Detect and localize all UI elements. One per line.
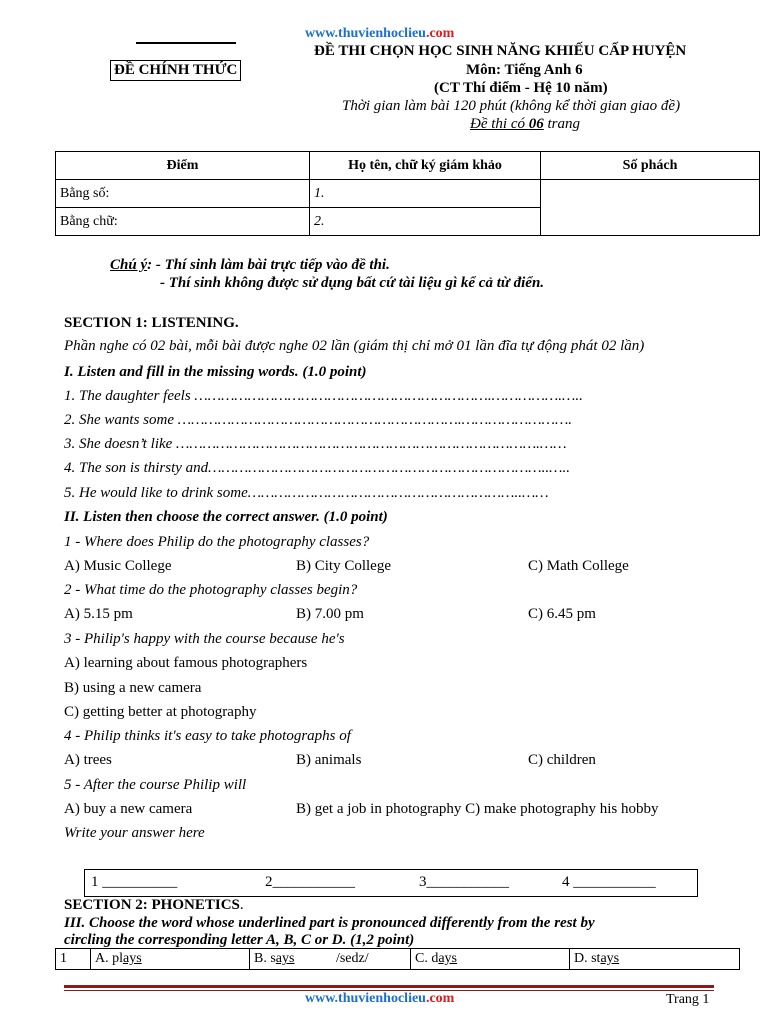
q3-option-a[interactable]: A) learning about famous photographers [64, 655, 308, 671]
exam-pages-prefix: Đề thi có [470, 116, 529, 132]
exam-subject: Môn: Tiếng Anh 6 [466, 62, 583, 78]
fill-line-4: 4. The son is thirsty and…………………………………………………………………..….. [64, 460, 570, 476]
q2-text: 2 - What time do the photography classes begin? [64, 582, 358, 598]
note-text1: : - Thí sinh làm bài trực tiếp vào đề thi. [147, 257, 390, 273]
note-label: Chú ý [110, 257, 148, 273]
q4-option-b[interactable]: B) animals [296, 752, 362, 768]
q5-option-a[interactable]: A) buy a new camera [64, 801, 193, 817]
part2-title: II. Listen then choose the correct answer. (1.0 point) [64, 509, 388, 525]
part3-title-line2: circling the corresponding letter A, B, C or D. (1,2 point) [64, 932, 415, 948]
footer-website-suffix: .com [425, 991, 455, 1006]
write-answer-label: Write your answer here [64, 825, 205, 841]
q2-option-c[interactable]: C) 6.45 pm [528, 606, 596, 622]
exam-pages-count: 06 [528, 116, 544, 132]
score-row-number-value: 1. [310, 180, 541, 208]
phonetics-option-a[interactable] [91, 949, 250, 970]
section2-title-dot: . [239, 897, 244, 913]
header-website-prefix: www.thuvienhoclieu [305, 26, 426, 41]
q1-text: 1 - Where does Philip do the photography classes? [64, 534, 370, 550]
answer-1[interactable]: 1 __________ [91, 874, 178, 890]
exam-title: ĐỀ THI CHỌN HỌC SINH NĂNG KHIẾU CẤP HUYỆN [314, 43, 687, 59]
section2-title [64, 897, 244, 914]
phonetics-table [55, 948, 740, 970]
option-c-underlined: ays [438, 951, 458, 966]
fill-line-1: 1. The daughter feels ………………………………………………………….…………….….. [64, 388, 583, 404]
score-col-examiner: Họ tên, chữ ký giám khảo [310, 152, 541, 180]
answer-3[interactable]: 3___________ [419, 874, 509, 890]
exam-pages-suffix: trang [543, 116, 580, 132]
answer-2[interactable]: 2___________ [265, 874, 355, 890]
header-website[interactable] [305, 26, 454, 42]
q4-option-a[interactable]: A) trees [64, 752, 112, 768]
option-c-prefix: C. d [415, 951, 439, 966]
q5-option-bc[interactable]: B) get a job in photography C) make photography his hobby [296, 801, 659, 817]
section1-intro: Phần nghe có 02 bài, mỗi bài được nghe 02 lần (giám thị chỉ mở 01 lần đĩa tự động phát 02 lần) [64, 338, 645, 354]
q1-option-c[interactable]: C) Math College [528, 558, 629, 574]
section2-title-text: SECTION 2: PHONETICS [64, 897, 240, 913]
exam-pages [470, 116, 580, 133]
table-row [56, 949, 740, 970]
q3-option-c[interactable]: C) getting better at photography [64, 704, 257, 720]
footer-website[interactable] [305, 991, 454, 1007]
official-label: ĐỀ CHÍNH THỨC [110, 60, 241, 81]
q4-text: 4 - Philip thinks it's easy to take photographs of [64, 728, 351, 744]
q3-text: 3 - Philip's happy with the course because he's [64, 631, 345, 647]
option-a-prefix: A. pl [95, 951, 123, 966]
score-code-cell [541, 180, 760, 236]
option-b-prefix: B. s [254, 951, 276, 966]
phonetics-option-b[interactable] [250, 949, 411, 970]
header-website-suffix: .com [425, 26, 455, 41]
q4-option-c[interactable]: C) children [528, 752, 596, 768]
option-a-underlined: ays [123, 951, 142, 966]
score-row-number-label: Bằng số: [56, 180, 310, 208]
note-line1 [110, 257, 390, 274]
answer-4[interactable]: 4 ___________ [562, 874, 656, 890]
answer-box[interactable] [84, 869, 698, 897]
phonetics-option-c[interactable] [411, 949, 570, 970]
exam-time-note: Thời gian làm bài 120 phút (không kể thời gian giao đề) [342, 98, 681, 114]
fill-line-2: 2. She wants some ……………………………………………………….……………………. [64, 412, 573, 428]
option-d-underlined: ays [600, 951, 620, 966]
fill-line-5: 5. He would like to drink some……………………………………………………..…… [64, 485, 549, 501]
footer-page-number: Trang 1 [666, 992, 710, 1007]
score-col-code: Số phách [541, 152, 760, 180]
q3-option-b[interactable]: B) using a new camera [64, 680, 202, 696]
note-line2: - Thí sinh không được sử dụng bất cứ tài liệu gì kể cả từ điển. [160, 275, 545, 291]
q1-option-b[interactable]: B) City College [296, 558, 391, 574]
option-b-underlined: ays [275, 951, 295, 966]
score-col-points: Điểm [56, 152, 310, 180]
phonetics-row-number: 1 [56, 949, 91, 970]
phonetics-option-d[interactable] [570, 949, 740, 970]
section1-title: SECTION 1: LISTENING. [64, 315, 239, 331]
footer-website-prefix: www.thuvienhoclieu [305, 991, 426, 1006]
part3-title-line1: III. Choose the word whose underlined part is pronounced differently from the rest by [64, 915, 595, 931]
fill-line-3: 3. She doesn’t like ……………………………………………………………………….…… [64, 436, 567, 452]
q5-text: 5 - After the course Philip will [64, 777, 247, 793]
q2-option-b[interactable]: B) 7.00 pm [296, 606, 364, 622]
option-b-ipa: /sedz/ [335, 951, 369, 966]
score-row-words-value: 2. [310, 208, 541, 236]
footer-rule-thick [64, 985, 714, 988]
score-row-words-label: Bằng chữ: [56, 208, 310, 236]
option-d-prefix: D. st [574, 951, 601, 966]
exam-program: (CT Thí điểm - Hệ 10 năm) [434, 80, 608, 96]
q1-option-a[interactable]: A) Music College [64, 558, 172, 574]
header-rule [136, 42, 236, 44]
q2-option-a[interactable]: A) 5.15 pm [64, 606, 133, 622]
part1-title: I. Listen and fill in the missing words. (1.0 point) [64, 364, 367, 380]
score-table [55, 151, 760, 236]
